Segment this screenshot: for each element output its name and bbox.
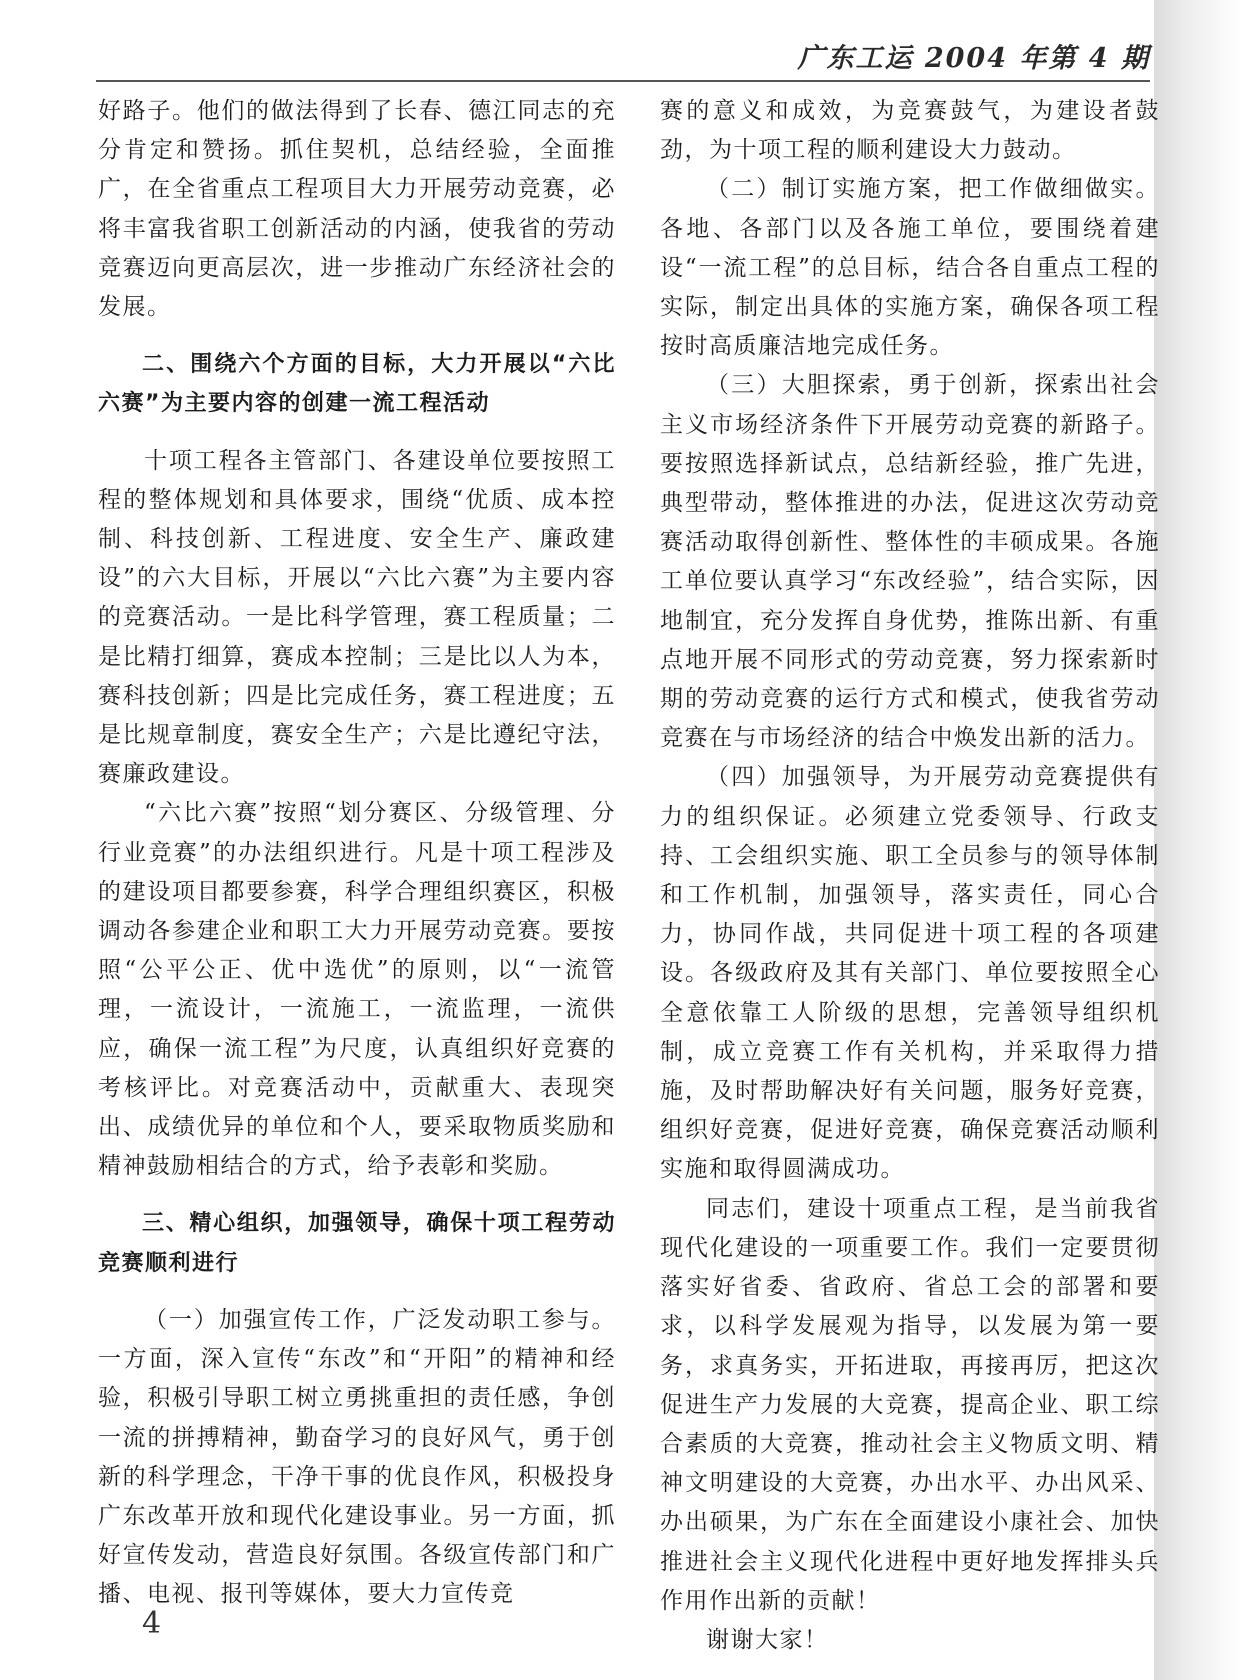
closing-line: 谢谢大家！ xyxy=(706,1626,829,1653)
page-number: 4 xyxy=(142,1606,162,1641)
paragraph: （四）加强领导，为开展劳动竞赛提供有力的组织保证。必须建立党委领导、行政支持、工会组织实施、职工全员参与的领导体制和工作机制，加强领导，落实责任，同心合力，协同作战，共同促进十项工程的各项建设。各级政府及其有关部门、单位要按照全心全意依靠工人阶级的思想，完善领导组织机制，成立竞赛工作有关机构，并采取得力措施，及时帮助解决好有关问题，服务好竞赛，组织好竞赛，促进好竞赛，确保竞赛活动顺利实施和取得圆满成功。 xyxy=(660,764,1160,1183)
paragraph: （一）加强宣传工作，广泛发动职工参与。一方面，深入宣传“东改”和“开阳”的精神和经验，积极引导职工树立勇挑重担的责任感，争创一流的拼搏精神，勤奋学习的良好风气，勇于创新的科学理念，干净干事的优良作风，积极投身广东改革开放和现代化建设事业。另一方面，抓好宣传发动，营造良好氛围。各级宣传部门和广播、电视、报刊等媒体，要大力宣传竞 xyxy=(98,1306,616,1608)
section-heading: 二、围绕六个方面的目标，大力开展以“六比六赛”为主要内容的创建一流工程活动 xyxy=(98,352,616,417)
paragraph: （二）制订实施方案，把工作做细做实。各地、各部门以及各施工单位，要围绕着建设“一流工程”的总目标，结合各自重点工程的实际，制定出具体的实施方案，确保各项工程按时高质廉洁地完成任务。 xyxy=(660,176,1160,360)
paragraph: 赛的意义和成效，为竞赛鼓气，为建设者鼓劲，为十项工程的顺利建设大力鼓动。 xyxy=(660,98,1160,164)
paragraph: （三）大胆探索，勇于创新，探索出社会主义市场经济条件下开展劳动竞赛的新路子。要按照选择新试点，总结新经验，推广先进，典型带动，整体推进的办法，促进这次劳动竞赛活动取得创新性、整体性的丰硕成果。各施工单位要认真学习“东改经验”，结合实际，因地制宜，充分发挥自身优势，推陈出新、有重点地开展不同形式的劳动竞赛，努力探索新时期的劳动竞赛的运行方式和模式，使我省劳动竞赛在与市场经济的结合中焕发出新的活力。 xyxy=(660,372,1160,752)
paragraph: 十项工程各主管部门、各建设单位要按照工程的整体规划和具体要求，围绕“优质、成本控制、科技创新、工程进度、安全生产、廉政建设”的六大目标，开展以“六比六赛”为主要内容的竞赛活动。一是比科学管理，赛工程质量；二是比精打细算，赛成本控制；三是比以人为本，赛科技创新；四是比完成任务，赛工程进度；五是比规章制度，赛安全生产；六是比遵纪守法，赛廉政建设。 xyxy=(98,447,616,788)
paragraph: 好路子。他们的做法得到了长春、德江同志的充分肯定和赞扬。抓住契机，总结经验，全面推广，在全省重点工程项目大力开展劳动竞赛，必将丰富我省职工创新活动的内涵，使我省的劳动竞赛迈向更高层次，进一步推动广东经济社会的发展。 xyxy=(98,98,616,321)
header-rule xyxy=(96,80,1150,82)
left-column xyxy=(98,92,616,1615)
section-heading: 三、精心组织，加强领导，确保十项工程劳动竞赛顺利进行 xyxy=(98,1211,616,1276)
paragraph: 同志们，建设十项重点工程，是当前我省现代化建设的一项重要工作。我们一定要贯彻落实好省委、省政府、省总工会的部署和要求，以科学发展观为指导，以发展为第一要务，求真务实，开拓进取，再接再厉，把这次促进生产力发展的大竞赛，提高企业、职工综合素质的大竞赛，推动社会主义物质文明、精神文明建设的大竞赛，办出水平、办出风采、办出硕果，为广东在全面建设小康社会、加快推进社会主义现代化进程中更好地发挥排头兵作用作出新的贡献！ xyxy=(660,1195,1160,1614)
running-head: 广东工运 2004 年第 4 期 xyxy=(797,43,1150,74)
page-binding-edge xyxy=(1154,0,1242,1680)
paragraph: “六比六赛”按照“划分赛区、分级管理、分行业竞赛”的办法组织进行。凡是十项工程涉及的建设项目都要参赛，科学合理组织赛区，积极调动各参建企业和职工大力开展劳动竞赛。要按照“公平公正、优中选优”的原则，以“一流管理，一流设计，一流施工，一流监理，一流供应，确保一流工程”为尺度，认真组织好竞赛的考核评比。对竞赛活动中，贡献重大、表现突出、成绩优异的单位和个人，要采取物质奖励和精神鼓励相结合的方式，给予表彰和奖励。 xyxy=(98,800,616,1180)
right-column xyxy=(660,92,1160,1660)
